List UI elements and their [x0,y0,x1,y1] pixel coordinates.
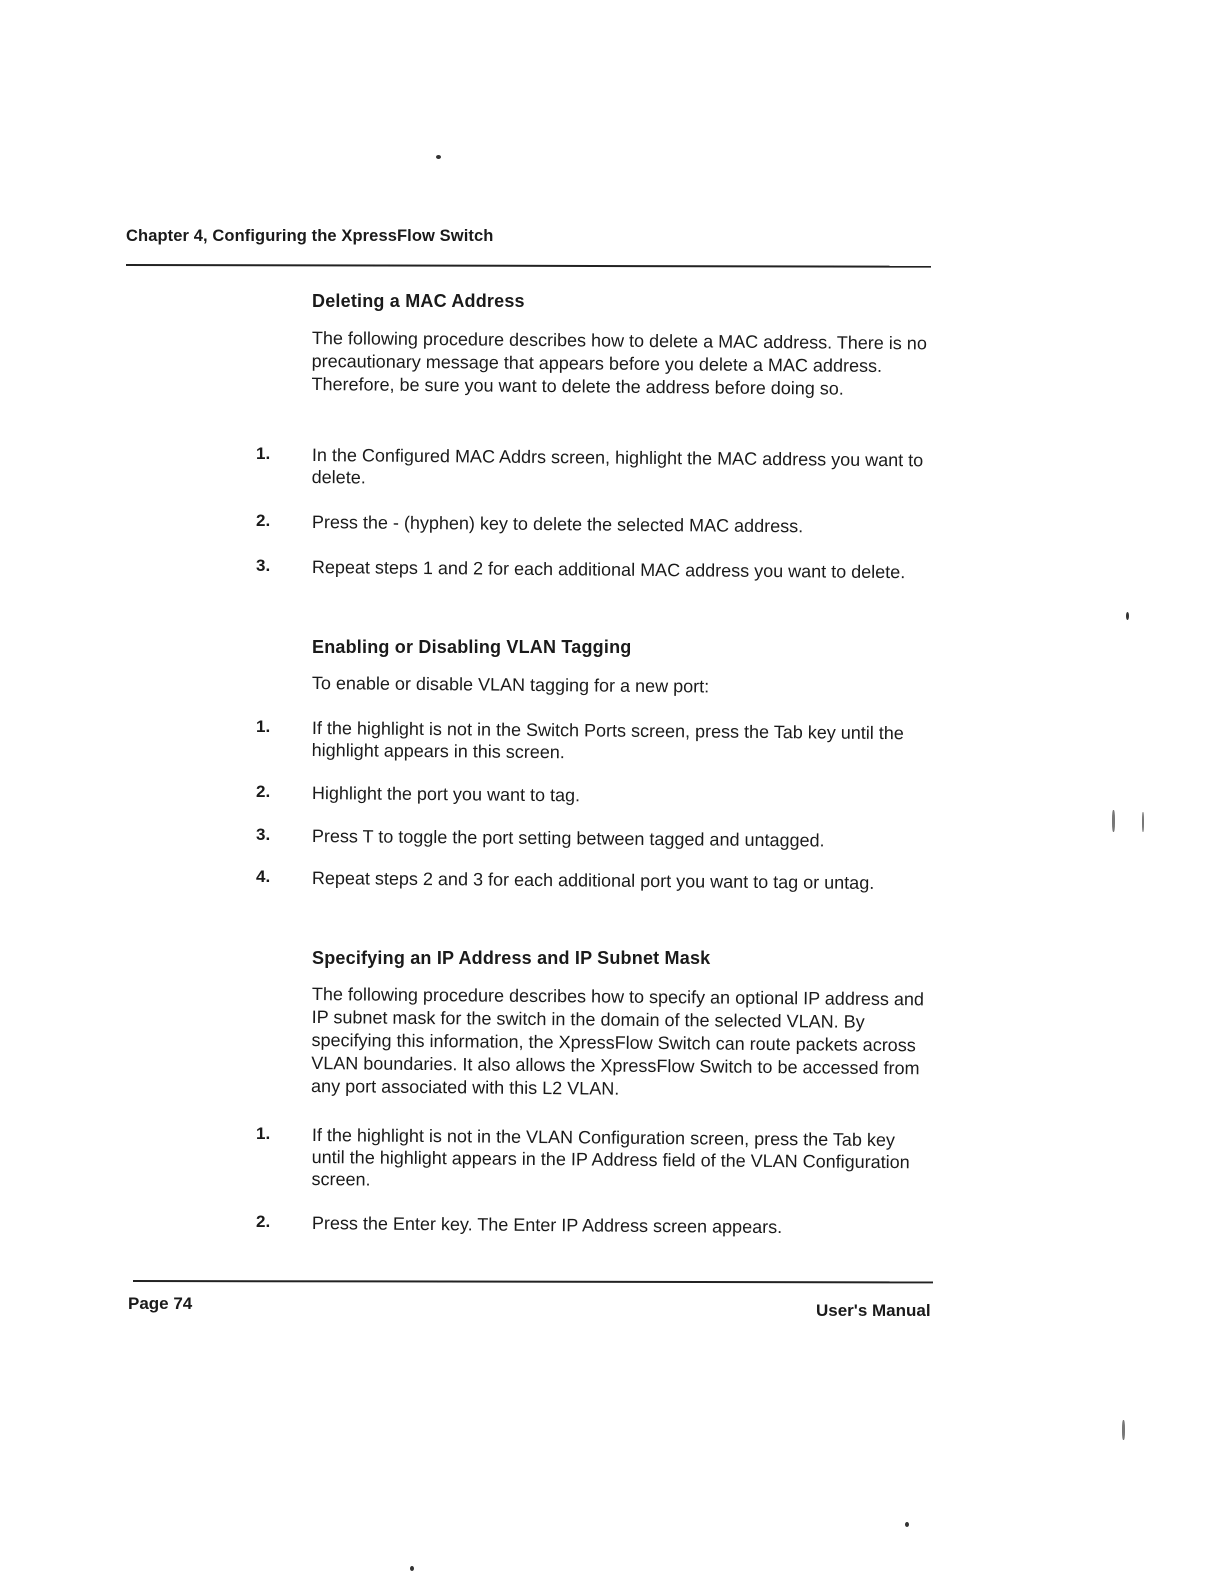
step-text: Press the - (hyphen) key to delete the selected MAC address. [311,511,804,537]
scan-speck [436,155,441,159]
step-number: 2. [256,511,271,530]
step-text: In the Configured MAC Addrs screen, highlight the MAC address you want to delete. [311,444,924,488]
step-text: If the highlight is not in the VLAN Configuration screen, press the Tab key until the highlight appears in the IP Address field of the VLAN Configuration screen. [311,1125,910,1190]
running-header: Chapter 4, Configuring the XpressFlow Switch [126,227,494,245]
step-number: 4. [256,867,271,886]
scan-speck [1126,612,1129,620]
section-intro: The following procedure describes how to specify an optional IP address and IP subnet mask for the switch in the domain of the selected VLAN. By specifying this information, the XpressFlow Switch can route packets across VLAN boundaries. It also allows the XpressFlow Switch to be accessed from any port associated with this L2 VLAN. [311,983,925,1099]
scan-speck [1112,810,1115,832]
step-text: Repeat steps 2 and 3 for each additional port you want to tag or untag. [311,867,875,893]
scan-speck [410,1566,414,1571]
section-heading: Deleting a MAC Address [312,291,525,311]
step-text: Highlight the port you want to tag. [311,782,581,806]
scan-speck [905,1522,909,1527]
scan-speck [1122,1420,1125,1440]
section-heading: Specifying an IP Address and IP Subnet Mask [312,948,711,968]
step-number: 3. [256,556,271,575]
scan-speck [1142,812,1144,832]
header-rule [126,264,931,268]
footer-rule [133,1280,933,1283]
step-number: 2. [256,782,271,801]
section-heading: Enabling or Disabling VLAN Tagging [312,637,632,657]
step-text: Press T to toggle the port setting between tagged and untagged. [311,825,825,851]
step-number: 1. [256,444,271,463]
step-number: 1. [256,1124,271,1143]
step-text: If the highlight is not in the Switch Ports screen, press the Tab key until the highlight appears in this screen. [311,717,904,763]
manual-title: User's Manual [816,1301,931,1320]
page-number: Page 74 [128,1294,193,1313]
step-number: 1. [256,717,271,736]
step-number: 3. [256,825,271,844]
step-text: Press the Enter key. The Enter IP Address screen appears. [311,1213,783,1238]
section-intro: To enable or disable VLAN tagging for a new port: [311,672,710,697]
step-text: Repeat steps 1 and 2 for each additional MAC address you want to delete. [311,556,906,583]
step-number: 2. [256,1212,271,1231]
section-intro: The following procedure describes how to delete a MAC address. There is no precautionary message that appears before you delete a MAC address. Therefore, be sure you want to delete the address before doing so. [311,327,927,399]
